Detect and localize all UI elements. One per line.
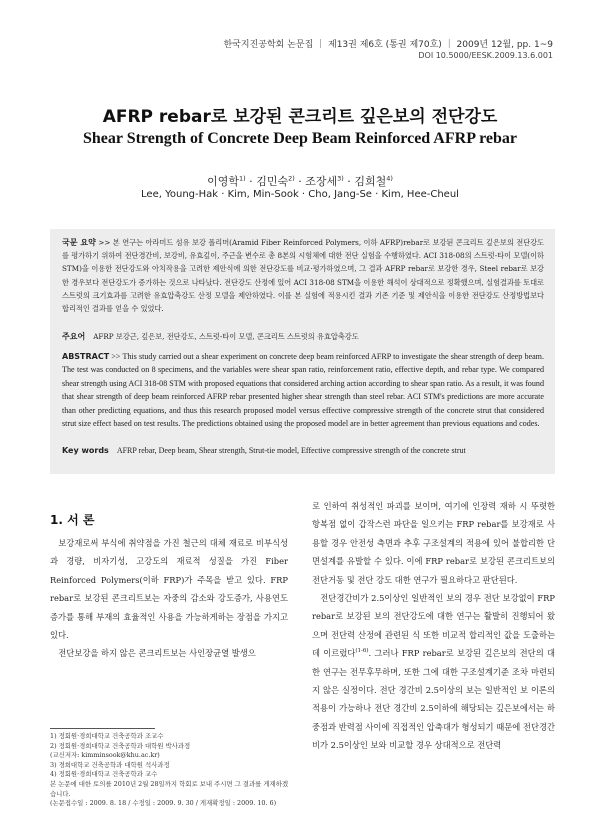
footnote: 2) 정회원·경희대학교 건축공학과 대학원 박사과정 <box>50 741 191 750</box>
footnote-divider <box>50 728 155 729</box>
paragraph-text: 전단경간비가 2.5이상인 일반적인 보의 경우 전단 보강없이 FRP rebar로 보강된 보의 전단강도에 대한 연구는 활발히 진행되어 왔으며 전단력 산정에 관련된 식 또한 비교적 합리적인 값을 도출하는데 이르렀다 <box>312 593 555 659</box>
abstract-english-label: ABSTRACT <box>62 352 110 361</box>
abstract-korean <box>62 236 544 315</box>
keywords-english <box>62 445 544 457</box>
footnote: 본 논문에 대한 토의를 2010년 2월 28일까지 학회로 보내 주시면 그 결과를 게재하겠습니다. <box>50 779 289 798</box>
title-korean: AFRP rebar로 보강된 콘크리트 깊은보의 전단강도 <box>102 107 498 127</box>
author-separator: · <box>343 175 355 188</box>
paragraph-text: . 그러나 FRP rebar로 보강된 깊은보의 전단의 대한 연구는 전무후무하며, 또한 그에 대한 구조설계기준 조차 마련되지 않은 실정이다. 전단 경간비 2.5이상의 보는 일반적인 보 이론의 적용이 가능하나 전단 경간비 2.5이하에 해당되는 깊은보에서는 하중점과 반력점 사이에 직접적인 압축대가 형성되기 때문에 전단경간비가 2.5이상인 보와 비교할 경우 상대적으로 전단력 <box>312 648 555 751</box>
footnotes <box>50 732 292 809</box>
paragraph: 로 인하여 취성적인 파괴를 보이며, 여기에 인장력 재하 시 뚜렷한 항복점 없이 갑작스런 파단을 일으키는 FRP rebar를 보강재로 사용할 경우 안전성 측면과 추후 구조설계의 적용에 있어 불합리한 단면설계를 유발할 수 있다. 이에 FRP rebar로 보강된 콘크리트보의 전단거동 및 전단 강도 대한 연구가 필요하다고 판단된다. <box>312 501 555 585</box>
author-mark: 4) <box>386 174 393 183</box>
footnote: 4) 정회원·경희대학교 건축공학과 교수 <box>50 770 158 779</box>
footnote: (논문접수일 : 2009. 8. 18 / 수정일 : 2009. 9. 30 / 게재확정일 : 2009. 10. 6) <box>50 799 277 808</box>
paragraph: 전단보강을 하지 않은 콘크리트보는 사인장균열 발생으 <box>58 648 256 659</box>
author-name: 김희철 <box>354 175 387 188</box>
abstract-english-text: >> This study carried out a shear experiment on concrete deep beam reinforced AFRP to investigate the shear strength of deep beam. The test was conducted on 8 specimens, and the variables were shear span ratio, reinforcement ratio, effective depth, and rebar type. We compared shear strength using ACI 318-08 STM with proposed equations that considered arching action according to shear span ratio. As a result, it was found that shear strength of deep beam reinforced AFRP rebar presented higher shear strength than steel rebar. ACI STM's predictions are more accurate than other predicting equations, and thus this research proposed model versus effective compressive strength of the concrete strut that considered strut size effect based on test results. The predictions obtained using the proposed model are in better agreement than previous equations and codes. <box>62 352 544 429</box>
footnote: 3) 경희대학교 건축공학과 대학원 석사과정 <box>50 760 170 769</box>
abstract-korean-label: 국문 요약 <box>62 238 96 247</box>
footnote: 1) 정회원·경희대학교 건축공학과 조교수 <box>50 732 164 740</box>
paragraph: 보강재로써 부식에 취약점을 가진 철근의 대체 재료로 비부식성과 경량, 비자기성, 고강도의 재료적 성질을 가진 Fiber Reinforced Polymers(이하 FRP)가 주목을 받고 있다. FRP rebar로 보강된 콘크리트보는 자중의 감소와 강도증가, 사용연도증가를 통해 부재의 효율적인 사용을 가능하게하는 장점을 가지고 있다. <box>50 538 288 641</box>
journal-header: 한국지진공학회 논문집 ｜ 제13권 제6호 (통권 제70호) ｜ 2009년 12월, pp. 1~9 <box>223 40 553 50</box>
author-mark: 1) <box>239 174 246 183</box>
abstract-english <box>62 350 544 430</box>
keywords-english-label: Key words <box>62 446 109 455</box>
title-english: Shear Strength of Concrete Deep Beam Reinforced AFRP rebar <box>82 130 517 147</box>
section-heading-introduction: 1. 서 론 <box>50 513 95 527</box>
author-separator: · <box>294 175 306 188</box>
author-name: 김민숙 <box>256 175 289 188</box>
body-column-left <box>50 534 288 663</box>
keywords-english-text: AFRP rebar, Deep beam, Shear strength, Strut-tie model, Effective compressive strength of the concrete strut <box>116 446 466 455</box>
author-separator: · <box>245 175 257 188</box>
keywords-korean-text: AFRP 보강근, 깊은보, 전단강도, 스트럿-타이 모델, 콘크리트 스트럿의 유효압축강도 <box>93 332 359 341</box>
footnote: (교신저자: kimminsook@khu.ac.kr) <box>50 751 160 760</box>
author-mark: 2) <box>288 174 295 183</box>
abstract-korean-text: >> 본 연구는 아라미드 섬유 보강 폴리머(Aramid Fiber Reinforced Polymers, 이하 AFRP)rebar로 보강된 콘크리트 깊은보의 전단강도를 평가하기 위하여 전단경간비, 보강비, 유효깊이, 주근을 변수로 총 8본의 시험체에 대한 전단 실험을 수행하였다. ACI 318-08의 스트럿-타이 모델(이하 STM)을 이용한 전단강도와 아치작용을 고려한 제안식에 의한 전단강도를 비교·평가하였으며, 그 결과 AFRP rebar로 보강한 경우, Steel rebar로 보강한 경우보다 전단강도가 증가하는 것으로 나타났다. 전단강도 산정에 있어 ACI 318-08 STM을 이용한 해석이 상대적으로 정확했으며, 실험결과를 토대로 스트럿의 크기효과를 고려한 유효압축강도 산정 모델을 제안하였다. 이를 본 실험에 적용시킨 결과 기존 기준 및 제안식을 이용한 전단강도 산정방법보다 합리적인 결과를 얻을 수 있었다. <box>62 238 544 314</box>
body-column-right <box>312 497 555 755</box>
authors-korean <box>0 173 600 189</box>
paragraph <box>312 589 555 755</box>
doi: DOI 10.5000/EESK.2009.13.6.001 <box>418 51 553 60</box>
author-mark: 3) <box>337 174 344 183</box>
keywords-korean <box>62 331 544 343</box>
reference-citation[interactable]: (1-6) <box>355 648 369 655</box>
keywords-korean-label: 주요어 <box>62 332 86 341</box>
author-name: 이영학 <box>207 175 240 188</box>
author-name: 조장세 <box>305 175 338 188</box>
authors-english: Lee, Young-Hak · Kim, Min-Sook · Cho, Jang-Se · Kim, Hee-Cheul <box>141 189 459 200</box>
